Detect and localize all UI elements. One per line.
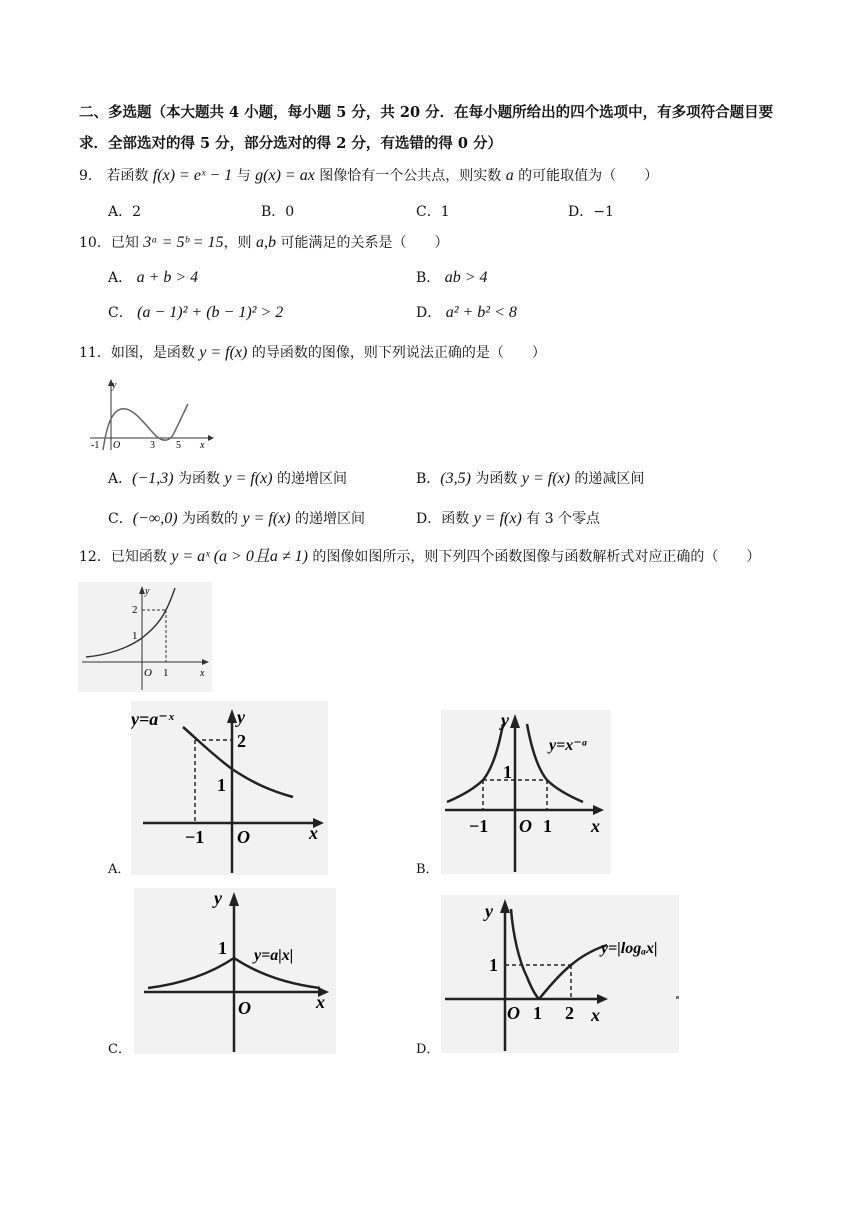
origin-label: O (144, 667, 152, 679)
math-expression: y = aˣ (a > 0且a ≠ 1) (171, 548, 308, 565)
origin-label: O (507, 1003, 520, 1023)
option-c[interactable]: C．(−∞,0) 为函数的 y = f(x) 的递增区间 (108, 510, 366, 527)
option-d[interactable]: D．函数 y = f(x) 有 3 个零点 (416, 510, 601, 527)
curve-left (511, 909, 539, 999)
tick-neg1: -1 (91, 440, 100, 451)
section-title-line1: 二、多选题（本大题共 4 小题，每小题 5 分，共 20 分．在每小题所给出的四个选项中，有多项符合题目要 (79, 104, 774, 121)
y-axis-arrow (510, 714, 520, 728)
tick-neg1: −1 (185, 827, 205, 847)
exponential-graph (78, 582, 212, 692)
tick-2: 2 (237, 731, 246, 751)
x-axis-arrow (208, 435, 214, 441)
y-label: y (112, 380, 117, 391)
tick-5: 5 (176, 440, 181, 451)
math-expression: g(x) = ax (255, 167, 315, 184)
y-label: y (237, 707, 245, 727)
tick-1: 1 (218, 938, 227, 958)
choice-a-label[interactable]: A． (108, 862, 131, 877)
choice-b-label[interactable]: B． (416, 862, 439, 877)
curve-right (539, 945, 607, 999)
question-12-stem: 12．已知函数 y = aˣ (a > 0且a ≠ 1) 的图像如图所示，则下列四个函数图像与函数解析式对应正确的（ ） (79, 548, 761, 565)
question-11-stem: 11．如图，是函数 y = f(x) 的导函数的图像，则下列说法正确的是（ ） (79, 344, 546, 361)
tick-1: 1 (503, 762, 512, 782)
x-label: x (316, 992, 325, 1012)
x-label: x (309, 823, 318, 843)
choice-d-label[interactable]: D． (416, 1042, 440, 1057)
y-label: y (214, 888, 222, 908)
math-expression: 3ᵃ = 5ᵇ = 15 (143, 234, 224, 251)
x-label: x (200, 440, 205, 451)
curve-right (527, 724, 583, 802)
tick-1: 1 (217, 775, 226, 795)
origin-label: O (238, 998, 251, 1018)
tick-1: 1 (132, 630, 138, 642)
section-title-line2: 求．全部选对的得 5 分，部分选对的得 2 分，有选错的得 0 分） (79, 135, 503, 152)
option-a[interactable]: A．2 (108, 204, 142, 220)
stray-dot (676, 996, 679, 999)
tick-neg1: −1 (469, 816, 489, 836)
function-label: y=|logₐx| (601, 940, 658, 957)
option-b[interactable]: B．(3,5) 为函数 y = f(x) 的递减区间 (416, 470, 645, 487)
choice-c-graph (134, 888, 336, 1054)
y-axis-arrow (227, 709, 237, 723)
option-d[interactable]: D．−1 (568, 204, 614, 220)
y-axis-arrow (500, 899, 510, 913)
exp-curve (86, 588, 175, 657)
option-a[interactable]: A．(−1,3) 为函数 y = f(x) 的递增区间 (108, 470, 348, 487)
math-expression: f(x) = eˣ − 1 (152, 167, 233, 184)
x-axis-arrow (593, 805, 604, 815)
option-b[interactable]: B． ab > 4 (416, 269, 488, 286)
x-label: x (200, 668, 205, 679)
y-label: y (485, 901, 493, 921)
question-number: 10． (79, 235, 111, 251)
x-label: x (591, 1005, 600, 1025)
option-b[interactable]: B．0 (261, 204, 295, 220)
tick-x1: 1 (533, 1003, 542, 1023)
x-axis-arrow (597, 994, 608, 1004)
option-c[interactable]: C．1 (416, 204, 450, 220)
option-d[interactable]: D． a² + b² < 8 (416, 304, 517, 321)
tick-1: 1 (489, 955, 498, 975)
y-axis-arrow (229, 892, 239, 906)
origin-label: O (519, 816, 532, 836)
derivative-graph (88, 376, 216, 452)
function-label: y=x⁻ᵃ (549, 737, 587, 754)
question-10-stem: 10．已知 3ᵃ = 5ᵇ = 15，则 a,b 可能满足的关系是（ ） (79, 234, 449, 251)
option-a[interactable]: A． a + b > 4 (108, 269, 199, 286)
curve-left (447, 724, 503, 802)
question-9-stem: 9． 若函数 f(x) = eˣ − 1 与 g(x) = ax 图像恰有一个公共点，则实数 a 的可能取值为（ ） (79, 167, 659, 184)
function-label: y=a⁻ˣ (131, 709, 174, 729)
x-axis-arrow (202, 659, 209, 665)
tick-x1: 1 (163, 667, 169, 679)
choice-b-graph (441, 710, 611, 874)
choice-a-graph (131, 701, 328, 875)
tick-3: 3 (150, 440, 155, 451)
origin-label: O (113, 440, 121, 451)
y-label: y (145, 586, 150, 597)
tick-x1: 1 (543, 816, 552, 836)
math-expression: y = f(x) (199, 344, 248, 361)
choice-c-label[interactable]: C． (108, 1042, 131, 1057)
function-label: y=a|x| (254, 947, 294, 964)
choice-d-graph (441, 895, 679, 1053)
x-label: x (591, 816, 600, 836)
question-number: 9． (79, 168, 102, 184)
y-label: y (501, 710, 509, 730)
question-number: 12． (79, 549, 111, 565)
option-c[interactable]: C． (a − 1)² + (b − 1)² > 2 (108, 304, 284, 321)
origin-label: O (237, 827, 250, 847)
question-number: 11． (79, 345, 111, 361)
tick-x2: 2 (565, 1003, 574, 1023)
tick-2: 2 (132, 604, 138, 616)
